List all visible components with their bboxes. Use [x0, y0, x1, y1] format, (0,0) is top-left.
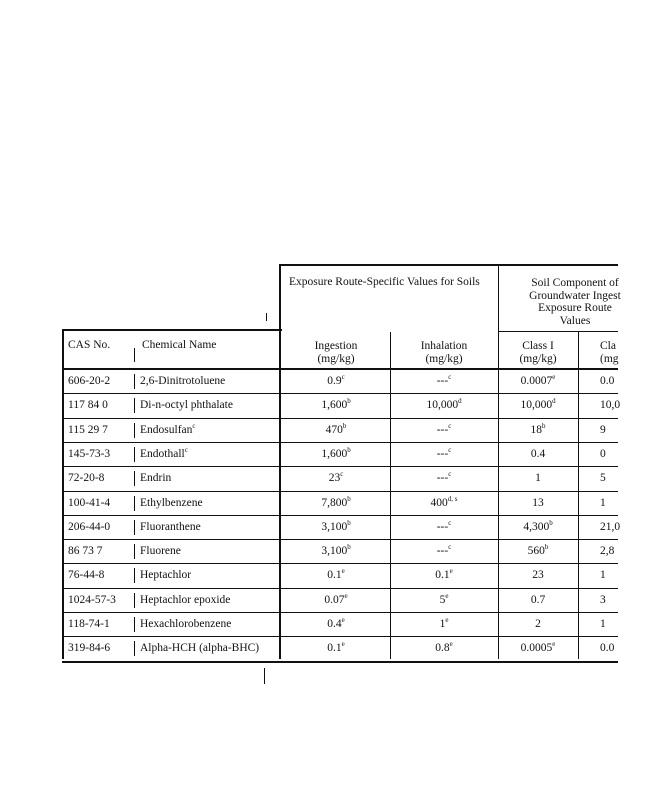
- class1-value: [498, 424, 578, 437]
- footnote-marker: c: [448, 373, 452, 382]
- inhalation-value: [390, 545, 498, 558]
- footnote-marker: d: [552, 397, 556, 406]
- cell-value: 5: [439, 594, 446, 606]
- class2-value: [600, 399, 620, 412]
- cell-value: 100-41-4: [68, 497, 111, 509]
- cell-value: 0.0005: [520, 642, 553, 654]
- cell-value: 9: [600, 424, 606, 436]
- cell-value: 118-74-1: [68, 618, 110, 630]
- cell-value: 0.7: [530, 594, 546, 606]
- cell-value: 117 84 0: [68, 399, 108, 411]
- chemical-name: [140, 642, 259, 655]
- cell-value: ---: [436, 472, 449, 484]
- row-rule: [62, 418, 618, 419]
- rule-under-groundwater: [498, 331, 618, 332]
- row-rule: [62, 661, 618, 663]
- footnote-marker: e: [344, 592, 348, 601]
- chemical-name: [140, 472, 171, 485]
- inhalation-value: [390, 399, 498, 412]
- cell-value: 1,600: [321, 399, 348, 411]
- ingestion-value: [282, 594, 390, 607]
- cell-value: 0.9: [327, 375, 342, 387]
- class2-value: [600, 497, 606, 510]
- cell-value: 13: [532, 497, 544, 509]
- cell-value: 1,600: [321, 448, 348, 460]
- ingestion-value: [282, 569, 390, 582]
- cell-value: 560: [527, 545, 545, 557]
- cell-value: Endothall: [140, 448, 185, 460]
- cell-value: Ethylbenzene: [140, 497, 203, 509]
- class2-unit: (mg: [600, 353, 619, 365]
- cas-name-divider: [134, 544, 135, 559]
- cell-value: 0.8: [435, 642, 450, 654]
- cell-value: 7,800: [321, 497, 348, 509]
- chemical-name: [140, 569, 191, 582]
- footnote-marker: c: [448, 543, 452, 552]
- cell-value: 470: [325, 424, 343, 436]
- footnote-marker: b: [347, 446, 351, 455]
- cell-value: 319-84-6: [68, 642, 111, 654]
- cell-value: 1: [600, 569, 606, 581]
- cell-value: 0.4: [530, 448, 546, 460]
- ingestion-value: [282, 545, 390, 558]
- chemical-name: [140, 594, 230, 607]
- footnote-marker: b: [347, 495, 351, 504]
- cell-value: 23: [328, 472, 341, 484]
- row-rule: [62, 563, 618, 564]
- cas-number: [68, 642, 110, 655]
- col-header-chemical: Chemical Name: [142, 339, 217, 351]
- footnote-marker: b: [342, 422, 347, 431]
- class2-value: [600, 375, 614, 388]
- cell-value: Endrin: [140, 472, 172, 484]
- class2-value: [600, 545, 614, 558]
- cell-value: Di-n-octyl phthalate: [140, 399, 233, 411]
- ingestion-value: [282, 497, 390, 510]
- class1-value: [498, 399, 578, 412]
- class2-value: [600, 521, 620, 534]
- footnote-marker: e: [341, 567, 345, 576]
- cell-value: 10,0: [600, 399, 621, 411]
- cell-value: 606-20-2: [68, 375, 111, 387]
- class2-value: [600, 594, 606, 607]
- footnote-marker: c: [184, 446, 188, 455]
- cell-value: 0.1: [435, 569, 450, 581]
- footnote-marker: c: [448, 470, 452, 479]
- gw-line-1: Soil Component of: [531, 277, 619, 289]
- cell-value: 0.1: [327, 569, 342, 581]
- inhalation-value: [390, 642, 498, 655]
- footnote-marker: e: [445, 616, 449, 625]
- ingestion-value: [282, 424, 390, 437]
- cell-value: 10,000: [426, 399, 459, 411]
- inhalation-value: [390, 375, 498, 388]
- cas-number: [68, 521, 110, 534]
- rule-class2-left: [578, 332, 579, 659]
- ingestion-unit: (mg/kg): [317, 353, 355, 365]
- chemical-name: [140, 375, 225, 388]
- cell-value: Heptachlor: [140, 569, 192, 581]
- cas-name-divider: [134, 398, 135, 413]
- cas-name-divider: [134, 447, 135, 462]
- cell-value: 1: [600, 618, 606, 630]
- rule-top-left: [62, 329, 282, 331]
- inhalation-label: Inhalation: [420, 340, 468, 352]
- cell-value: 0.0007: [520, 375, 553, 387]
- chemical-name: [140, 618, 231, 631]
- class2-label: Cla: [600, 340, 616, 352]
- cas-name-divider: [134, 496, 135, 511]
- footnote-marker: e: [341, 616, 345, 625]
- class2-value: [600, 642, 614, 655]
- row-rule: [62, 466, 618, 467]
- cell-value: 145-73-3: [68, 448, 111, 460]
- class1-value: [498, 521, 578, 534]
- cas-name-divider: [134, 471, 135, 486]
- cell-value: 2,6-Dinitrotoluene: [140, 375, 226, 387]
- ingestion-value: [282, 375, 390, 388]
- cell-value: 10,000: [520, 399, 553, 411]
- cell-value: 2: [535, 618, 541, 630]
- cell-value: ---: [436, 375, 449, 387]
- cell-value: 3,100: [321, 521, 348, 533]
- footnote-marker: d, s: [447, 495, 458, 504]
- footnote-marker: e: [552, 373, 556, 382]
- cell-value: 72-20-8: [68, 472, 105, 484]
- inhalation-unit: (mg/kg): [425, 353, 463, 365]
- cell-value: 21,0: [600, 521, 621, 533]
- cell-value: 1: [535, 472, 541, 484]
- inhalation-value: [390, 424, 498, 437]
- cell-value: 206-44-0: [68, 521, 111, 533]
- row-rule: [62, 588, 618, 589]
- footnote-marker: c: [192, 422, 196, 431]
- footnote-marker: b: [549, 519, 553, 528]
- footnote-marker: b: [542, 422, 546, 431]
- class1-value: [498, 472, 578, 485]
- inhalation-value: [390, 497, 498, 510]
- class1-value: [498, 448, 578, 461]
- footnote-marker: e: [449, 640, 453, 649]
- cell-value: 0.4: [327, 618, 342, 630]
- cell-value: 0.1: [327, 642, 342, 654]
- col-header-class1: [498, 340, 578, 366]
- ingestion-value: [282, 472, 390, 485]
- inhalation-value: [390, 569, 498, 582]
- cell-value: 0.0: [600, 375, 615, 387]
- chemical-name: [140, 399, 233, 412]
- ingestion-value: [282, 521, 390, 534]
- class1-value: [498, 594, 578, 607]
- row-rule: [62, 393, 618, 394]
- cell-value: 3,100: [321, 545, 348, 557]
- cas-number: [68, 569, 104, 582]
- class2-value: [600, 618, 606, 631]
- ingestion-value: [282, 642, 390, 655]
- chemical-name: [140, 424, 196, 437]
- ingestion-value: [282, 448, 390, 461]
- rule-top-right: [280, 264, 618, 266]
- cell-value: 0.07: [324, 594, 345, 606]
- cell-value: Fluorene: [140, 545, 181, 557]
- rule-left: [62, 329, 64, 659]
- class1-value: [498, 545, 578, 558]
- inhalation-value: [390, 618, 498, 631]
- cas-number: [68, 375, 110, 388]
- footnote-marker: c: [340, 470, 344, 479]
- cas-name-divider: [134, 374, 135, 389]
- cell-value: ---: [436, 424, 449, 436]
- rule-header-bottom: [62, 368, 618, 370]
- cas-number: [68, 594, 116, 607]
- ingestion-value: [282, 399, 390, 412]
- cell-value: 0: [600, 448, 606, 460]
- footnote-marker: b: [544, 543, 549, 552]
- cell-value: 115 29 7: [68, 424, 108, 436]
- gw-line-3: Exposure Route: [538, 302, 612, 314]
- ingestion-value: [282, 618, 390, 631]
- gw-line-2: Groundwater Ingest: [529, 289, 621, 302]
- col-header-ingestion: [282, 340, 390, 366]
- cell-value: 18: [530, 424, 542, 436]
- cell-value: 4,300: [523, 521, 550, 533]
- cas-number: [68, 448, 110, 461]
- row-rule: [62, 636, 618, 637]
- class1-value: [498, 618, 578, 631]
- cas-name-divider: [134, 520, 135, 535]
- class1-label: Class I: [522, 340, 554, 352]
- cell-value: 5: [600, 472, 606, 484]
- cell-value: Hexachlorobenzene: [140, 618, 232, 630]
- cell-value: 76-44-8: [68, 569, 105, 581]
- cas-number: [68, 497, 110, 510]
- cell-value: 400: [430, 497, 448, 509]
- cell-value: 23: [532, 569, 544, 581]
- inhalation-value: [390, 594, 498, 607]
- cell-value: 0.0: [600, 642, 615, 654]
- cell-value: ---: [436, 448, 449, 460]
- row-rule: [62, 442, 618, 443]
- footnote-marker: e: [445, 592, 449, 601]
- cas-number: [68, 545, 103, 558]
- ingestion-label: Ingestion: [314, 340, 358, 352]
- footnote-marker: b: [347, 397, 351, 406]
- footnote-marker: e: [449, 567, 453, 576]
- cas-name-divider: [134, 568, 135, 583]
- chemical-name: [140, 448, 188, 461]
- row-rule: [62, 515, 618, 516]
- footnote-marker: e: [341, 640, 345, 649]
- class2-value: [600, 448, 606, 461]
- group-header-soils: Exposure Route-Specific Values for Soils: [289, 276, 480, 288]
- rule-ingestion-left: [279, 264, 281, 659]
- gw-line-4: Values: [559, 314, 591, 327]
- cell-value: 1: [439, 618, 446, 630]
- cell-value: Endosulfan: [140, 424, 193, 436]
- class2-value: [600, 569, 606, 582]
- class2-value: [600, 424, 606, 437]
- class1-value: [498, 375, 578, 388]
- row-rule: [62, 491, 618, 492]
- cell-value: Fluoranthene: [140, 521, 201, 533]
- cas-number: [68, 424, 108, 437]
- cas-number: [68, 472, 104, 485]
- row-rule: [62, 539, 618, 540]
- cas-name-divider: [134, 593, 135, 608]
- class2-value: [600, 472, 606, 485]
- cell-value: 2,8: [600, 545, 615, 557]
- footnote-marker: c: [448, 519, 452, 528]
- inhalation-value: [390, 521, 498, 534]
- footnote-marker: e: [552, 640, 556, 649]
- footnote-marker: d: [458, 397, 462, 406]
- chemical-name: [140, 497, 203, 510]
- class1-value: [498, 569, 578, 582]
- inhalation-value: [390, 448, 498, 461]
- footnote-marker: c: [341, 373, 345, 382]
- row-rule: [62, 612, 618, 613]
- scan-tick: [266, 313, 267, 321]
- cell-value: Alpha-HCH (alpha-BHC): [140, 642, 260, 654]
- scan-tick-bottom: [264, 668, 265, 684]
- cas-name-divider: [134, 641, 135, 656]
- cell-value: ---: [436, 521, 449, 533]
- cas-name-divider: [134, 617, 135, 632]
- footnote-marker: b: [347, 543, 351, 552]
- class1-unit: (mg/kg): [519, 353, 557, 365]
- cell-value: ---: [436, 545, 449, 557]
- footnote-marker: b: [347, 519, 351, 528]
- rule-cas-name: [134, 348, 135, 362]
- footnote-marker: c: [448, 422, 452, 431]
- cas-number: [68, 618, 110, 631]
- cell-value: 3: [600, 594, 606, 606]
- col-header-cas: CAS No.: [68, 339, 111, 351]
- group-header-groundwater: [500, 277, 650, 327]
- footnote-marker: c: [448, 446, 452, 455]
- col-header-inhalation: [390, 340, 498, 366]
- chemical-name: [140, 521, 201, 534]
- cas-name-divider: [134, 423, 135, 438]
- cell-value: Heptachlor epoxide: [140, 594, 231, 606]
- inhalation-value: [390, 472, 498, 485]
- cas-number: [68, 399, 108, 412]
- cell-value: 1024-57-3: [68, 594, 116, 606]
- col-header-class2: [600, 340, 619, 366]
- class1-value: [498, 642, 578, 655]
- cell-value: 1: [600, 497, 606, 509]
- class1-value: [498, 497, 578, 510]
- chemical-name: [140, 545, 181, 558]
- cell-value: 86 73 7: [68, 545, 103, 557]
